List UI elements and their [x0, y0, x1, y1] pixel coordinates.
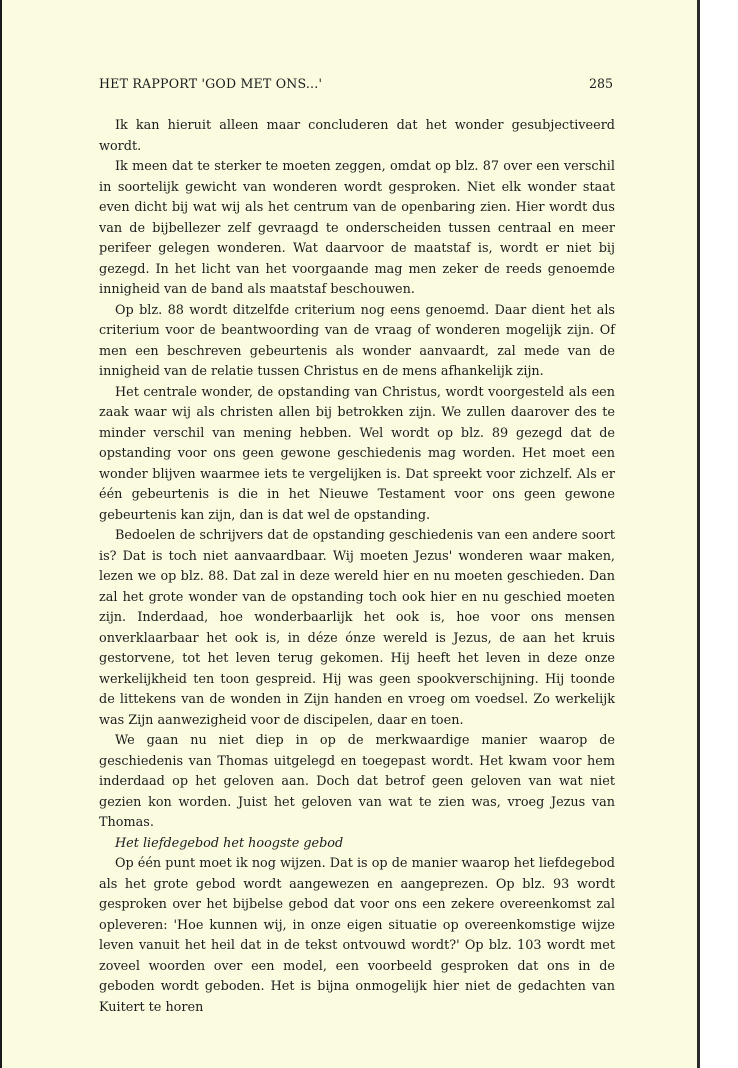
paragraph-6: We gaan nu niet diep in op de merkwaardige manier waarop de geschiedenis van Thomas uitgelegd en toegepast wordt. Het kwam voor hem inderdaad op het geloven aan. Doch dat betrof geen geloven van wat niet gezien kon worden. Juist het geloven van wat te zien was, vroeg Jezus van Thomas.	[99, 733, 615, 830]
paragraph-3: Op blz. 88 wordt ditzelfde criterium nog eens genoemd. Daar dient het als criterium voor de beantwoording van de vraag of wonderen mogelijk zijn. Of men een beschreven gebeurtenis als wonder aanvaardt, zal mede van de innigheid van de relatie tussen Christus en de mens afhankelijk zijn.	[99, 302, 615, 379]
paragraph-2: Ik meen dat te sterker te moeten zeggen, omdat op blz. 87 over een verschil in soortelijk gewicht van wonderen wordt gesproken. Niet elk wonder staat even dicht bij wat wij als het centrum van de openbaring zien. Hier wordt dus van de bijbellezer zelf gevraagd te onderscheiden tussen centraal en meer perifeer gelegen wonderen. Wat daarvoor de maatstaf is, wordt er niet bij gezegd. In het licht van het voorgaande mag men zeker de reeds genoemde innigheid van de band als maatstaf beschouwen.	[99, 159, 615, 297]
running-title: HET RAPPORT 'GOD MET ONS...'	[99, 76, 323, 91]
section-heading: Het liefdegebod het hoogste gebod	[115, 835, 344, 851]
page-number: 285	[588, 76, 613, 91]
page-margin	[700, 0, 738, 1068]
paragraph-4: Het centrale wonder, de opstanding van Christus, wordt voorgesteld als een zaak waar wij als christen allen bij betrokken zijn. We zullen daarover des te minder verschil van mening hebben. Wel wordt op blz. 89 gezegd dat de opstanding voor ons geen gewone geschiedenis mag worden. Het moet een wonder blijven waarmee iets te vergelijken is. Dat spreekt voor zichzelf. Als er één gebeurtenis is die in het Nieuwe Testament voor ons geen gewone gebeurtenis kan zijn, dan is dat wel de opstanding.	[99, 384, 615, 523]
section-paragraph: Op één punt moet ik nog wijzen. Dat is op de manier waarop het liefdegebod als het grote gebod wordt aangewezen en aangeprezen. Op blz. 93 wordt gesproken over het bijbelse gebod dat voor ons een zekere overeenkomst zal opleveren: 'Hoe kunnen wij, in onze eigen situatie op overeenkomstige wijze leven vanuit het heil dat in de tekst ontvouwd wordt?' Op blz. 103 wordt met zoveel woorden over een model, een voorbeeld gesproken dat ons in de geboden wordt geboden. Het is bijna onmogelijk hier niet de gedachten van Kuitert te horen	[99, 856, 615, 1015]
paragraph-1: Ik kan hieruit alleen maar concluderen dat het wonder gesubjectiveerd wordt.	[99, 118, 615, 154]
paragraph-5: Bedoelen de schrijvers dat de opstanding geschiedenis van een andere soort is? Dat is toch niet aanvaardbaar. Wij moeten Jezus' wonderen waar maken, lezen we op blz. 88. Dat zal in deze wereld hier en nu moeten geschieden. Dan zal het grote wonder van de opstanding toch ook hier en nu geschied moeten zijn. Inderdaad, hoe wonderbaarlijk het ook is, hoe voor ons mensen onverklaarbaar het ook is, in déze ónze wereld is Jezus, de aan het kruis gestorvene, tot het leven terug gekomen. Hij heeft het leven in deze onze werkelijkheid ten toon gespreid. Hij was geen spookverschijning. Hij toonde de littekens van de wonden in Zijn handen en vroeg om voedsel. Zo werkelijk was Zijn aanwezigheid voor de discipelen, daar en toen.	[99, 528, 615, 728]
page-body	[99, 116, 615, 1018]
